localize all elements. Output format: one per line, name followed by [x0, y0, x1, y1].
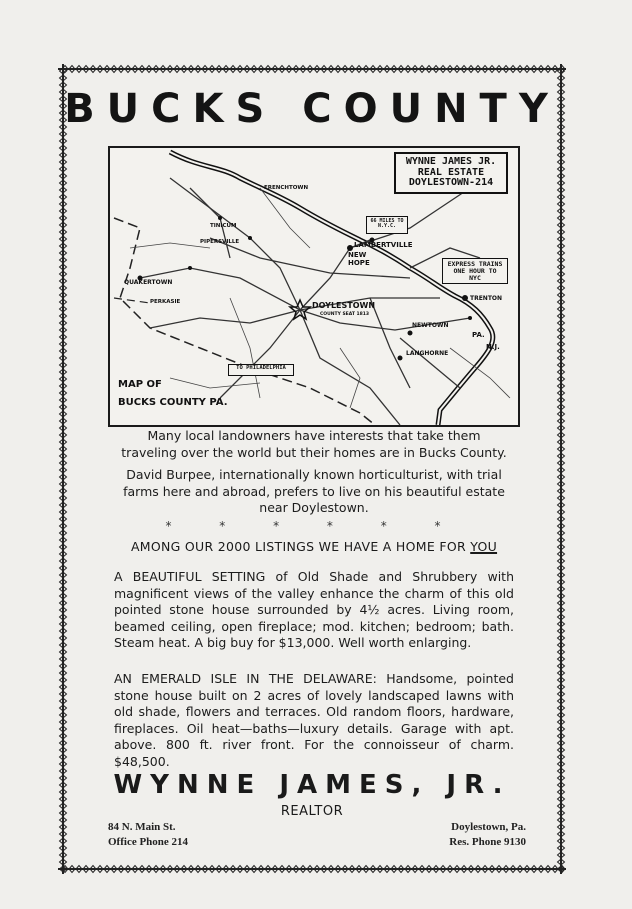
map-title-line1: MAP OF [118, 379, 162, 390]
map-place-langhorne: LANGHORNE [406, 350, 449, 357]
map-place-frenchtown: FRENCHTOWN [264, 185, 309, 191]
map-phila-box [228, 364, 294, 376]
realtor-name: WYNNE JAMES, JR. [113, 770, 511, 800]
decorative-border-right [556, 64, 566, 874]
decorative-border-top [58, 64, 566, 74]
map-realtor-box [394, 152, 508, 194]
map-place-nj: N.J. [486, 343, 500, 351]
paragraph-landowners: Many local landowners have interests that take them traveling over the world but their homes are in Bucks County. [121, 428, 507, 460]
map-title-line2: BUCKS COUNTY PA. [118, 397, 228, 408]
paragraph-burpee: David Burpee, internationally known horticulturist, with trial farms here and abroad, prefers to live on his beautiful estate near Doylestown. [123, 467, 505, 515]
listing-beautiful-setting: A BEAUTIFUL SETTING of Old Shade and Shrubbery with magnificent views of the valley enhance the charm of this old pointed stone house surrounded by 4½ acres. Living room, beamed ceiling, open fireplace; mod. kitchen; bedroom; bath. Steam heat. A big buy for $13,000. Well worth enlarging. [114, 569, 514, 650]
map-realtor-line2: REAL ESTATE [417, 166, 485, 178]
map-phila-text: TO PHILADELPHIA [236, 365, 286, 371]
residence-address [449, 820, 526, 850]
listings-headline-you: YOU [470, 539, 498, 554]
map-place-county-seat: COUNTY SEAT 1813 [320, 312, 370, 317]
office-address [108, 820, 188, 850]
listings-headline [114, 539, 514, 554]
map-place-newtown: NEWTOWN [412, 322, 449, 329]
map-place-trenton: TRENTON [470, 295, 503, 302]
map-place-doylestown: DOYLESTOWN [312, 301, 376, 310]
listing-emerald-isle: AN EMERALD ISLE IN THE DELAWARE: Handsome, pointed stone house built on 2 acres of lovely landscaped lawns with old shade, flowers and terraces. Old random floors, hardware, fireplaces. Oil heat—baths—luxury details. Garage with apt. above. 800 ft. river front. For the connoisseur of charm. $48,500. [114, 671, 514, 769]
office-phone: Office Phone 214 [108, 836, 189, 848]
map-place-lambertville: LAMBERTVILLE [354, 241, 413, 249]
bucks-county-map [108, 146, 520, 427]
map-miles-line1: 66 MILES TO [370, 218, 404, 224]
map-place-new-hope-2: HOPE [348, 259, 370, 267]
ad-frame [58, 64, 566, 874]
map-place-pipersville: PIPERSVILLE [200, 239, 240, 245]
residence-phone: Res. Phone 9130 [449, 836, 526, 848]
residence-town: Doylestown, Pa. [451, 821, 526, 833]
map-express-line1: EXPRESS TRAINS [447, 260, 503, 268]
map-realtor-line1: WYNNE JAMES JR. [405, 156, 497, 167]
stars-divider: * * * * * * [165, 519, 463, 533]
listings-headline-text: AMONG OUR 2000 LISTINGS WE HAVE A HOME FOR [130, 539, 471, 554]
map-miles-box [366, 216, 408, 234]
realtor-title: REALTOR [280, 804, 344, 819]
map-realtor-line3: DOYLESTOWN-214 [408, 177, 494, 188]
map-place-pa: PA. [472, 331, 485, 339]
decorative-border-left [58, 64, 68, 874]
map-miles-line2: N.Y.C. [377, 223, 397, 230]
map-express-box [442, 258, 508, 284]
map-express-line2: ONE HOUR TO [453, 266, 497, 275]
decorative-border-bottom [58, 864, 566, 874]
office-street: 84 N. Main St. [108, 821, 176, 833]
map-place-perkasie: PERKASIE [150, 299, 181, 305]
map-place-tinicum: TINICUM [210, 223, 237, 229]
map-place-new-hope-1: NEW [348, 251, 367, 259]
map-express-line3: NYC [469, 273, 481, 282]
map-place-quakertown: QUAKERTOWN [124, 279, 173, 286]
headline: BUCKS COUNTY [64, 86, 560, 132]
